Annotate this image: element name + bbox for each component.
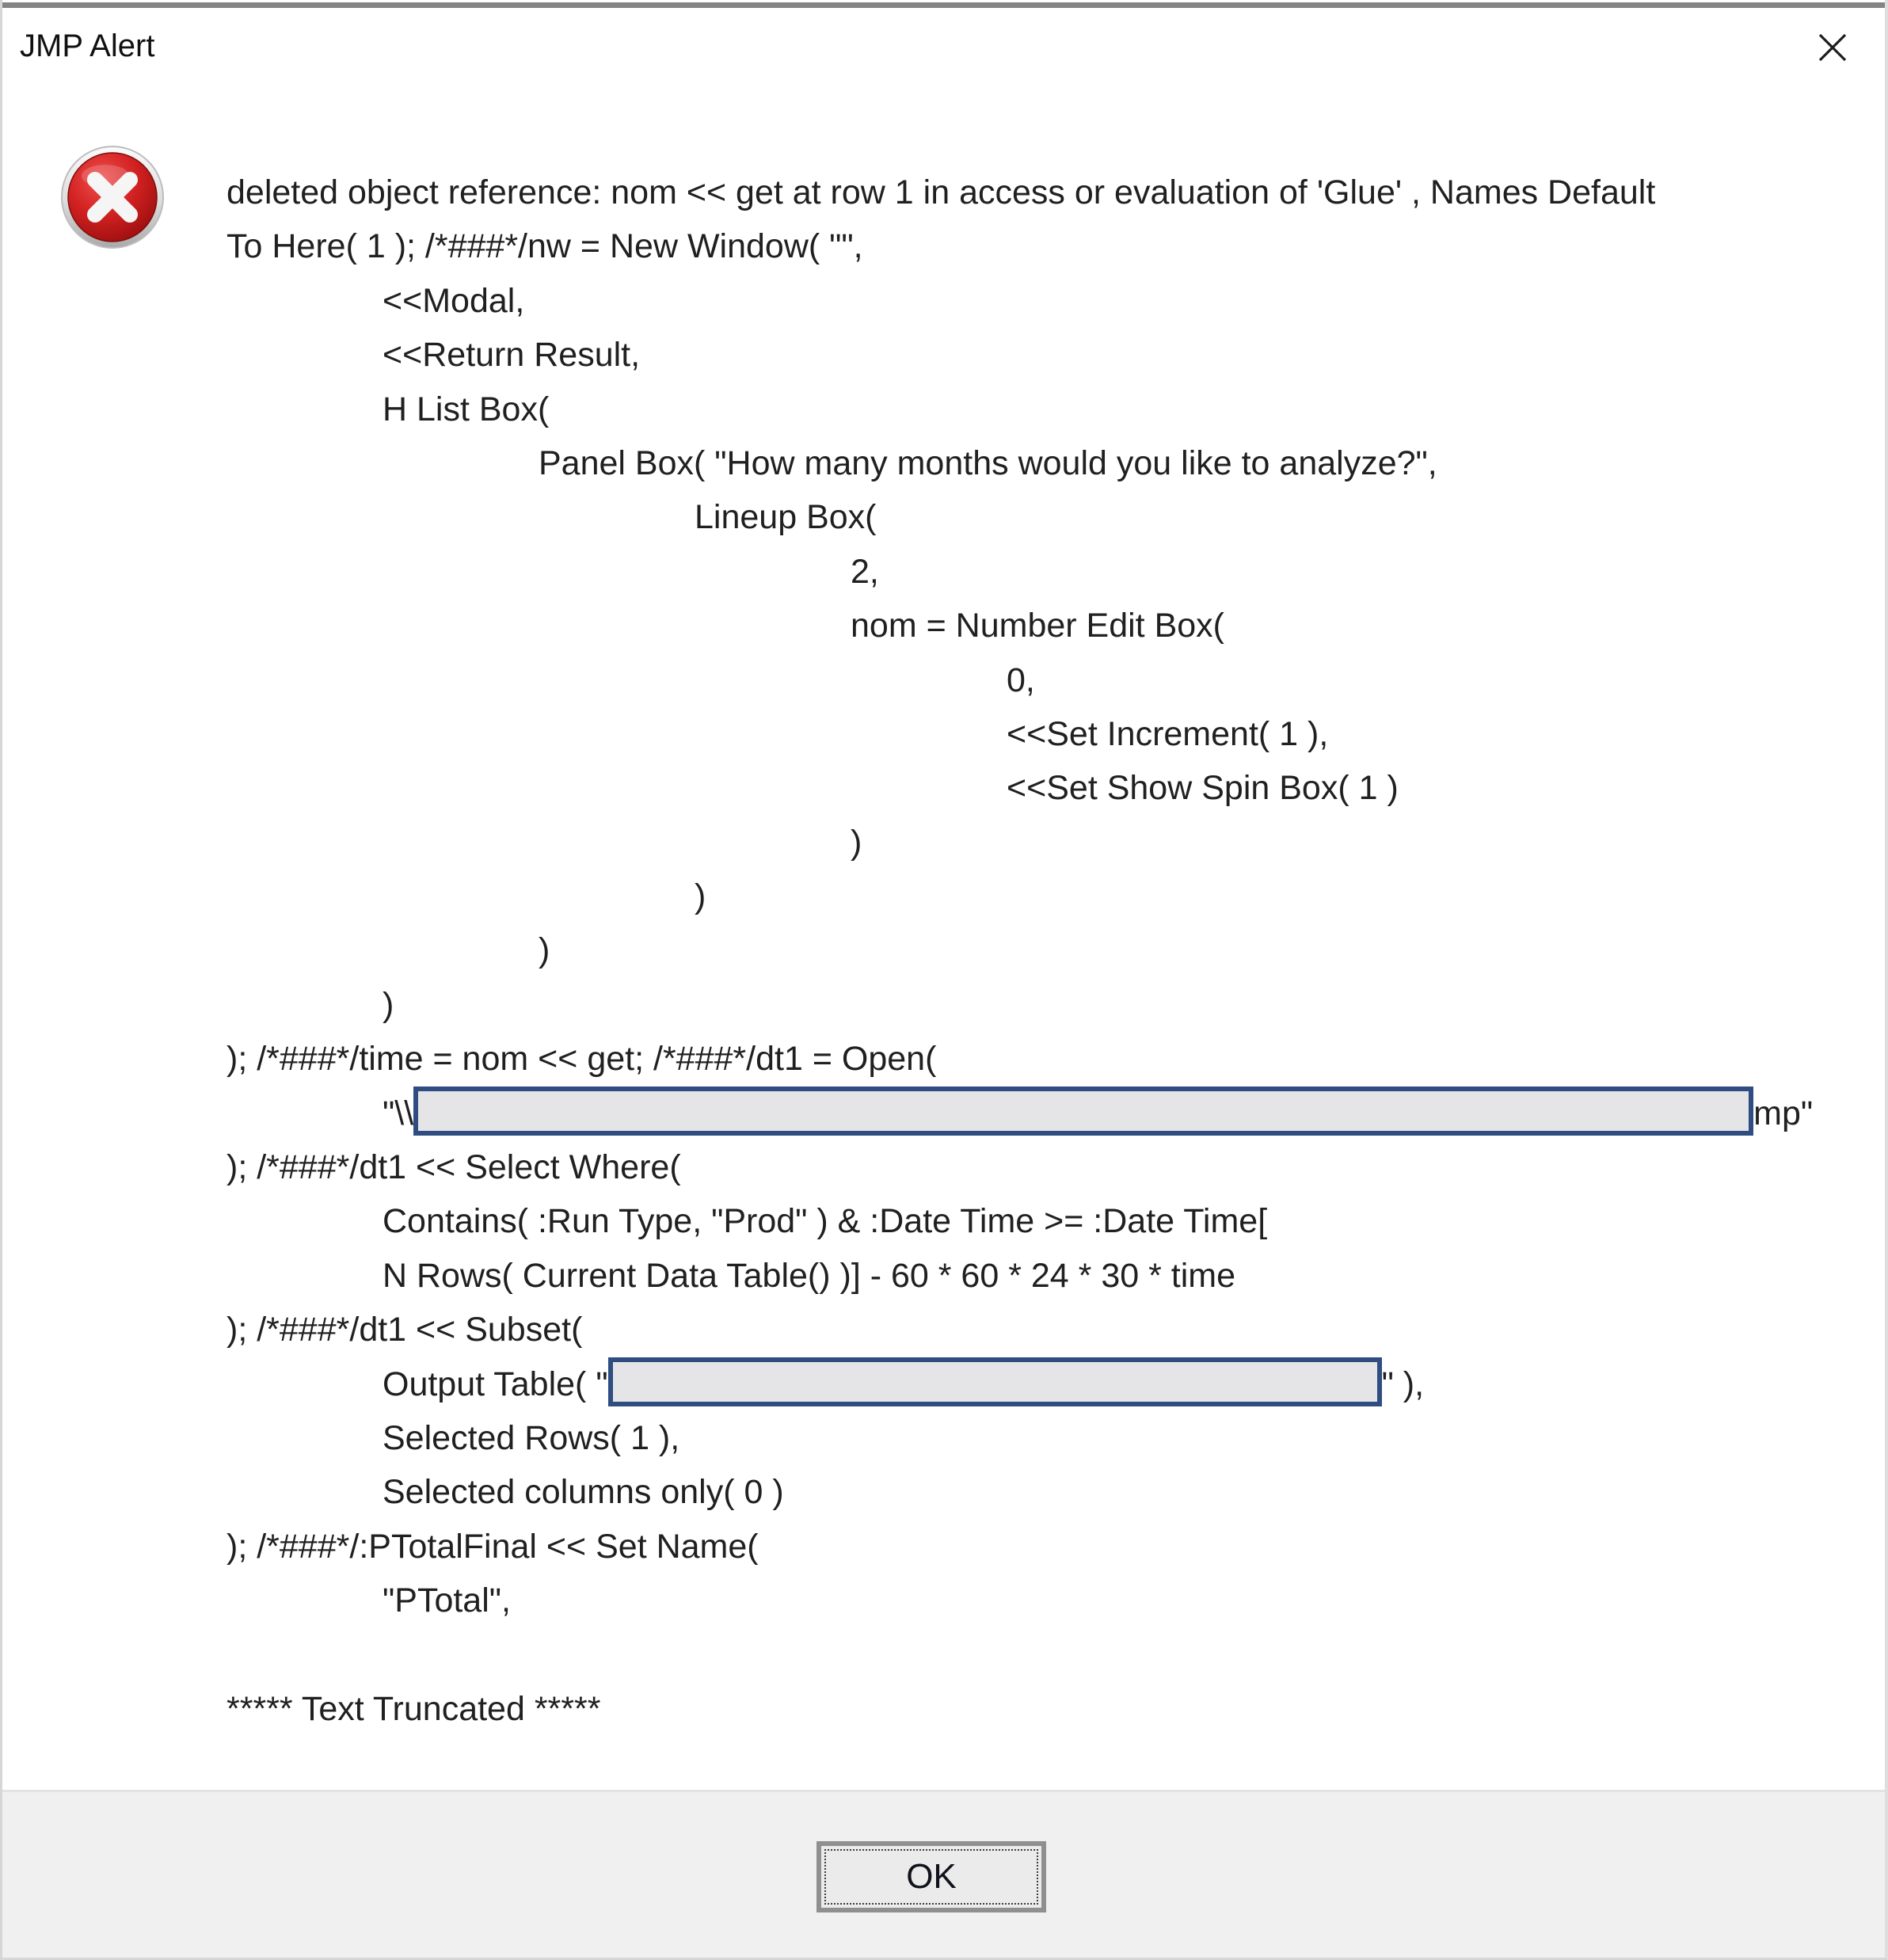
message-line — [226, 1682, 1872, 1736]
message-line — [226, 978, 1872, 1032]
message-line — [226, 219, 1872, 273]
message-text: <<Set Increment( 1 ), — [1007, 714, 1329, 753]
message-line — [226, 166, 1872, 219]
message-text: 0, — [1007, 660, 1035, 699]
message-line — [226, 1249, 1872, 1303]
message-lines — [226, 166, 1872, 1736]
message-text: mp" — [1753, 1094, 1814, 1132]
message-text: ); /*###*/dt1 << Select Where( — [226, 1148, 681, 1187]
message-line — [226, 490, 1872, 544]
message-text: Panel Box( "How many months would you like to analyze?", — [539, 443, 1437, 482]
message-line — [226, 1194, 1872, 1248]
message-text: Selected columns only( 0 ) — [383, 1473, 784, 1512]
close-icon — [1814, 29, 1852, 67]
message-text: deleted object reference: nom << get at row 1 in access or evaluation of 'Glue' , Names Default — [226, 173, 1656, 211]
message-line — [226, 1140, 1872, 1194]
message-line — [226, 1574, 1872, 1627]
message-line — [226, 1303, 1872, 1357]
ok-button[interactable]: OK — [816, 1841, 1046, 1912]
window-top-border — [2, 2, 1885, 8]
message-line — [226, 707, 1872, 761]
message-text: <<Set Show Spin Box( 1 ) — [1007, 769, 1399, 808]
message-line — [226, 870, 1872, 923]
footer-bar — [2, 1790, 1885, 1958]
message-text: To Here( 1 ); /*###*/nw = New Window( "", — [226, 227, 863, 266]
message-line — [226, 1087, 1872, 1140]
message-text: "PTotal", — [383, 1581, 511, 1620]
message-text: ) — [539, 931, 550, 970]
message-line — [226, 761, 1872, 815]
message-line — [226, 274, 1872, 328]
message-line — [226, 1520, 1872, 1574]
message-text: "\\ — [383, 1094, 414, 1132]
close-button[interactable] — [1807, 22, 1858, 73]
message-line — [226, 1032, 1872, 1086]
message-text: ) — [383, 985, 394, 1024]
message-line — [226, 1357, 1872, 1411]
message-text: ) — [851, 823, 862, 862]
message-line — [226, 816, 1872, 870]
message-text: <<Return Result, — [383, 336, 641, 375]
message-text: Selected Rows( 1 ), — [383, 1418, 680, 1457]
message-line — [226, 1465, 1872, 1519]
message-line — [226, 923, 1872, 977]
message-text: nom = Number Edit Box( — [851, 607, 1224, 645]
message-text: ); /*###*/time = nom << get; /*###*/dt1 = Open( — [226, 1040, 937, 1079]
message-line — [226, 436, 1872, 490]
redacted-text — [608, 1357, 1382, 1406]
message-text: Contains( :Run Type, "Prod" ) & :Date Time >= :Date Time[ — [383, 1202, 1268, 1241]
message-text: " ), — [1381, 1364, 1425, 1403]
message-text: 2, — [851, 552, 879, 591]
message-line — [226, 545, 1872, 599]
titlebar — [2, 8, 1885, 84]
window-title: JMP Alert — [20, 29, 155, 63]
message-text: ); /*###*/:PTotalFinal << Set Name( — [226, 1527, 759, 1566]
message-text: ***** Text Truncated ***** — [226, 1689, 601, 1728]
message-line — [226, 1628, 1872, 1682]
error-icon — [59, 144, 166, 250]
message-text: ) — [695, 877, 706, 916]
message-line — [226, 653, 1872, 707]
message-text: Output Table( " — [383, 1364, 608, 1403]
message-text: H List Box( — [383, 390, 550, 428]
message-text: ); /*###*/dt1 << Subset( — [226, 1311, 583, 1349]
message-line — [226, 382, 1872, 436]
message-text: <<Modal, — [383, 281, 525, 320]
message-text: Lineup Box( — [695, 498, 877, 537]
redacted-text — [413, 1087, 1753, 1136]
message-text: N Rows( Current Data Table() )] - 60 * 60 * 24 * 30 * time — [383, 1256, 1236, 1295]
message-line — [226, 599, 1872, 653]
message-line — [226, 328, 1872, 382]
message-line — [226, 1411, 1872, 1465]
